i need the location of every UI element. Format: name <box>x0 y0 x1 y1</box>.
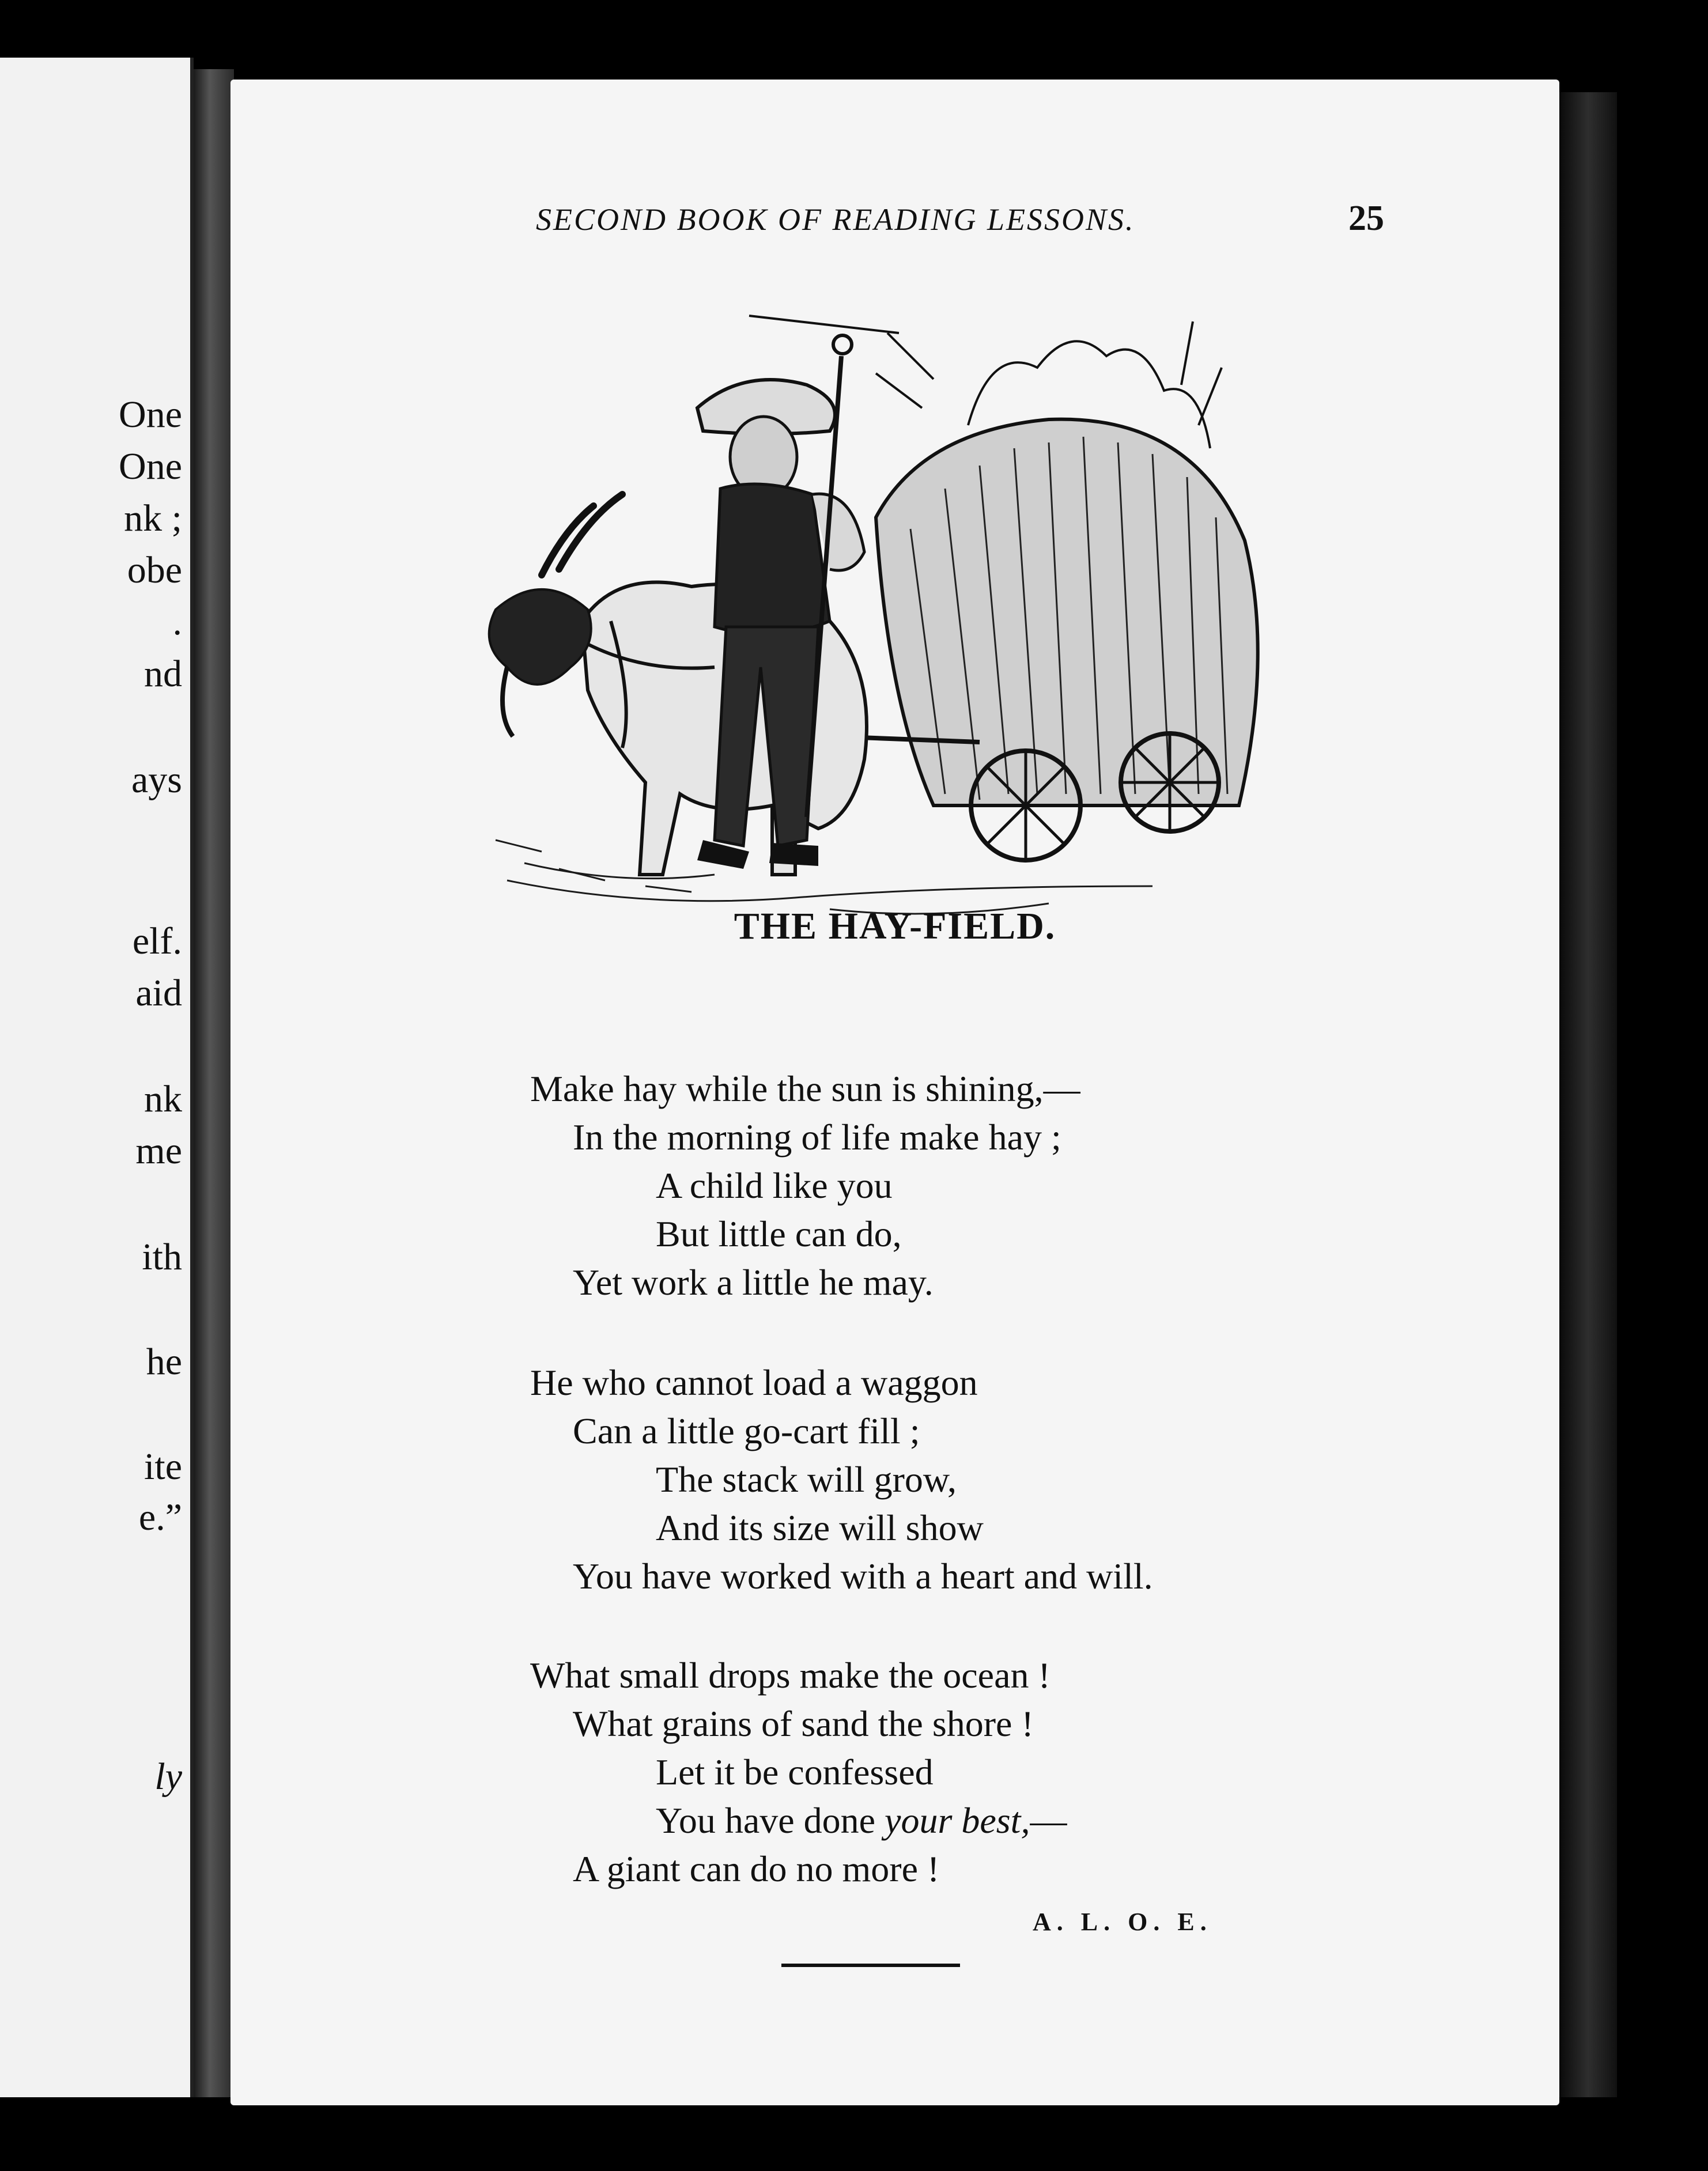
poem-line: A giant can do no more ! <box>573 1848 940 1889</box>
poem-line: Let it be confessed <box>656 1752 934 1792</box>
left-text-fragment: nk ; <box>124 497 182 539</box>
left-text-fragment: e.” <box>138 1496 182 1538</box>
poem-line: What grains of sand the shore ! <box>573 1703 1034 1744</box>
left-text-fragment: ite <box>144 1446 182 1488</box>
left-text-fragment: One <box>119 445 182 487</box>
poem-line: What small drops make the ocean ! <box>530 1655 1051 1696</box>
running-head: SECOND BOOK OF READING LESSONS. <box>536 202 1135 237</box>
poem-line-with-italic <box>656 1802 1067 1839</box>
poem-attribution: A. L. O. E. <box>1033 1908 1212 1936</box>
poem-line: You have worked with a heart and will. <box>573 1556 1153 1597</box>
poem-line: He who cannot load a waggon <box>530 1362 978 1403</box>
poem-line: In the morning of life make hay ; <box>573 1117 1061 1158</box>
left-text-fragment: . <box>172 601 182 643</box>
left-text-fragment: obe <box>127 549 182 591</box>
previous-page-fragment <box>0 58 194 2097</box>
poem-line-start: You have done <box>656 1800 885 1841</box>
left-text-fragment: ays <box>131 759 182 801</box>
book-page <box>230 80 1559 2105</box>
poem-italic-phrase: your best, <box>885 1800 1030 1841</box>
book-edge <box>1559 92 1617 2097</box>
engraving-illustration <box>473 298 1297 932</box>
left-text-fragment: aid <box>135 972 182 1014</box>
poem-title: THE HAY-FIELD. <box>734 905 1056 947</box>
section-rule <box>781 1964 960 1967</box>
left-text-fragment: One <box>119 394 182 436</box>
left-text-fragment: nd <box>144 653 182 695</box>
poem-line: A child like you <box>656 1165 893 1206</box>
page-header <box>536 199 1458 259</box>
poem-line: Yet work a little he may. <box>573 1262 934 1303</box>
poem-line: The stack will grow, <box>656 1459 957 1500</box>
poem-line: Can a little go-cart fill ; <box>573 1410 920 1451</box>
left-text-fragment: he <box>146 1341 182 1383</box>
left-text-fragment: ith <box>142 1236 182 1278</box>
left-text-fragment: ly <box>154 1756 182 1798</box>
poem-line: Make hay while the sun is shining,— <box>530 1068 1080 1109</box>
poem-line: And its size will show <box>656 1507 984 1548</box>
poem-line: But little can do, <box>656 1213 902 1254</box>
book-gutter <box>194 69 234 2097</box>
poem-line-dash: — <box>1030 1800 1067 1841</box>
left-text-fragment: elf. <box>132 920 182 962</box>
page-number: 25 <box>1348 199 1384 238</box>
left-text-fragment: nk <box>144 1078 182 1120</box>
left-text-fragment: me <box>135 1130 182 1172</box>
